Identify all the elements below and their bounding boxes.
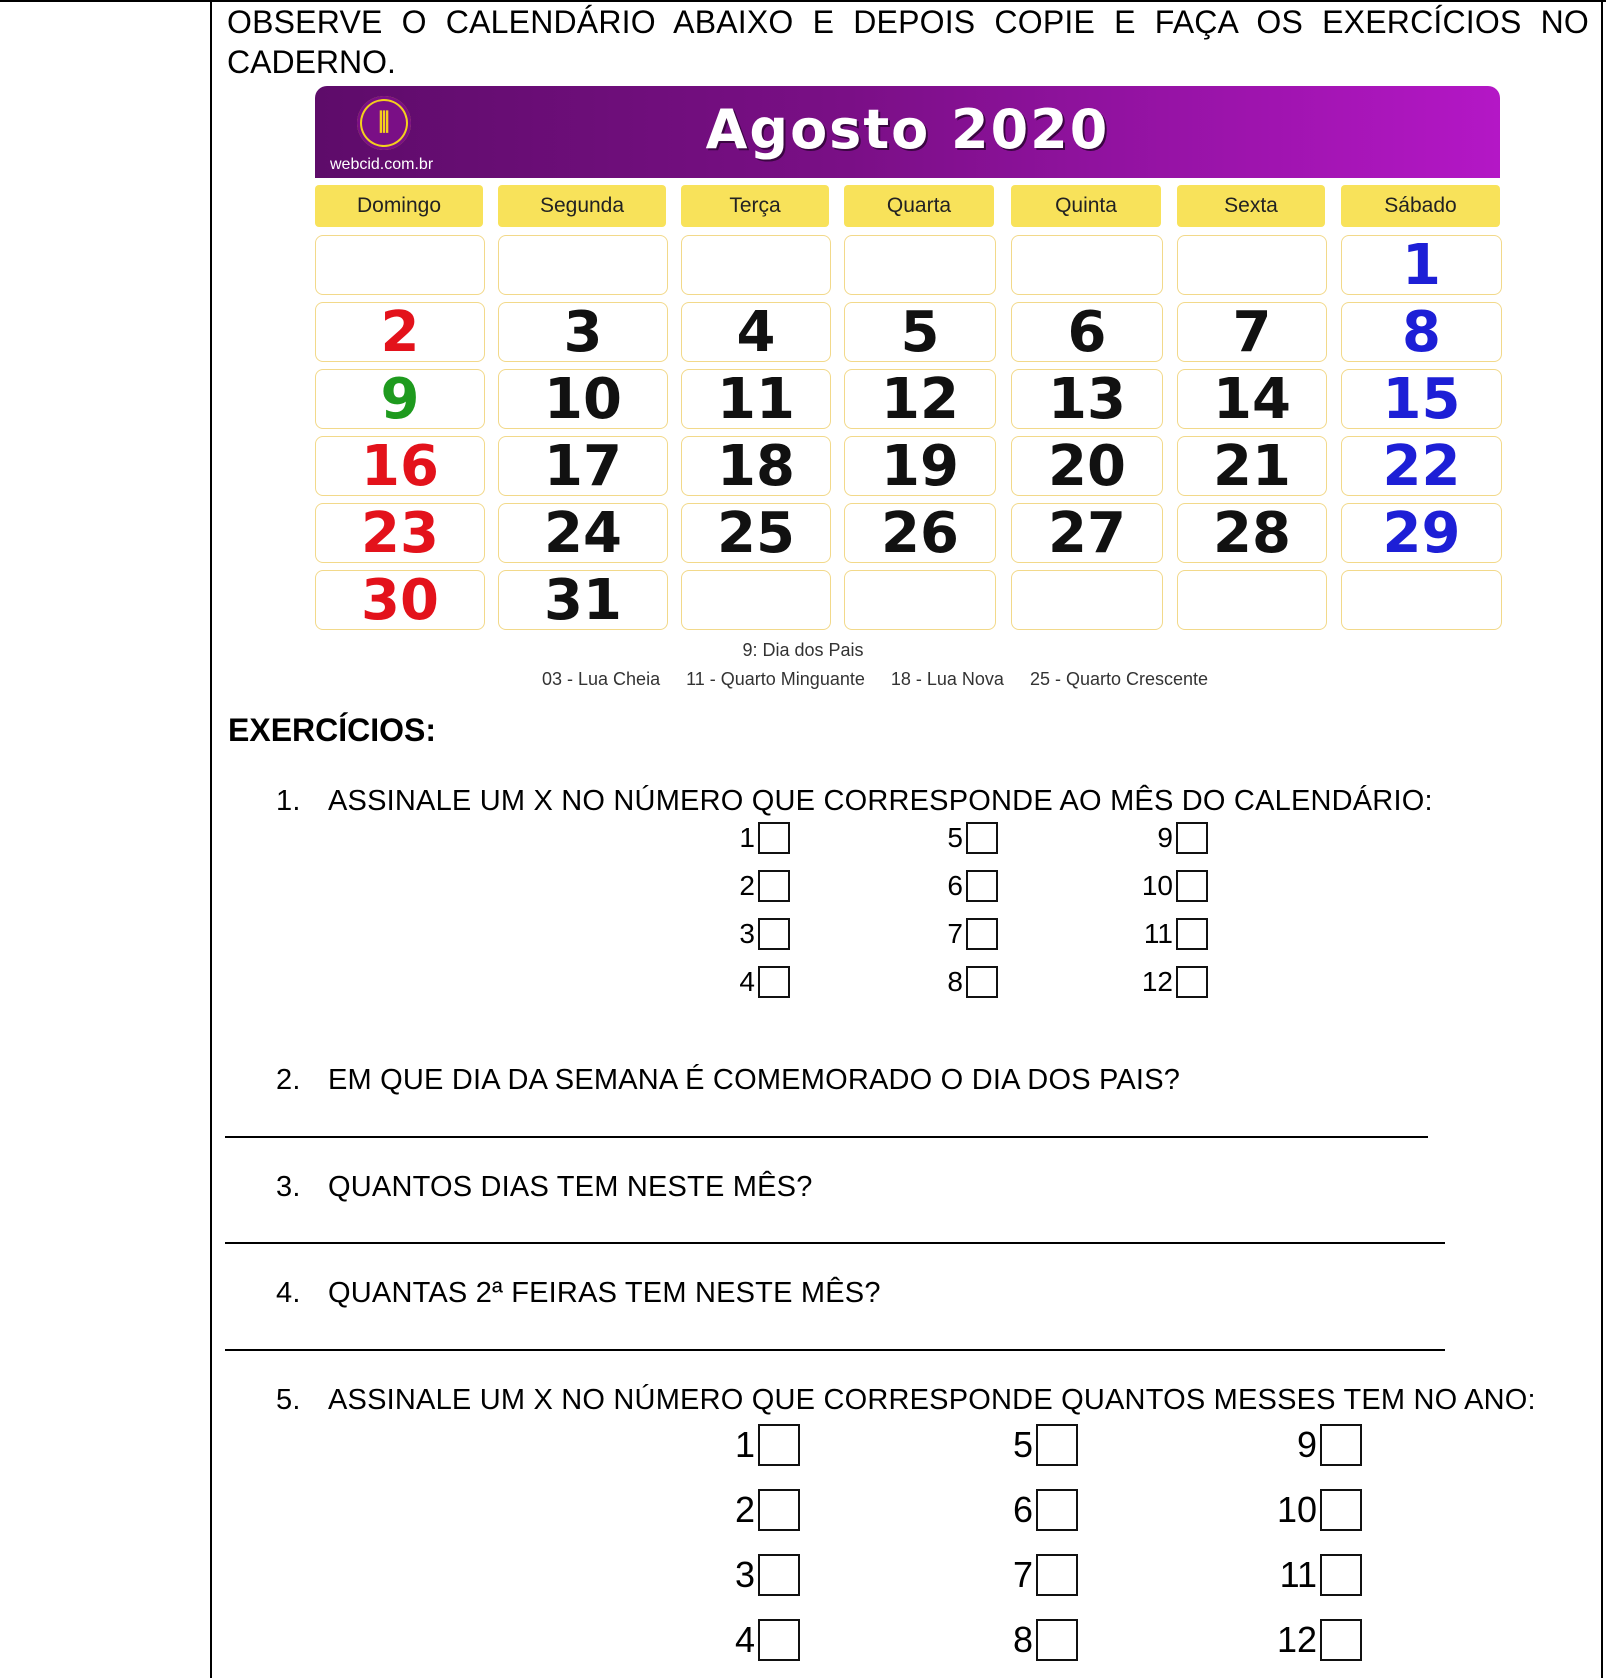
option-checkbox[interactable]	[600, 1489, 800, 1531]
question-4	[276, 1277, 881, 1310]
calendar-day: 18	[681, 436, 831, 496]
calendar-day: 5	[844, 302, 996, 362]
calendar-empty-cell	[1341, 570, 1502, 630]
checkbox-square-icon[interactable]	[1176, 870, 1208, 902]
checkbox-square-icon[interactable]	[758, 1489, 800, 1531]
question-text: QUANTOS DIAS TEM NESTE MÊS?	[328, 1171, 813, 1203]
checkbox-square-icon[interactable]	[966, 918, 998, 950]
checkbox-square-icon[interactable]	[1176, 822, 1208, 854]
calendar-day: 27	[1011, 503, 1163, 563]
option-checkbox[interactable]	[878, 1424, 1078, 1466]
calendar-empty-cell	[1011, 235, 1163, 295]
calendar-day: 31	[498, 570, 668, 630]
moon-phase: 03 - Lua Cheia	[542, 669, 661, 689]
answer-line-4[interactable]	[225, 1349, 1445, 1351]
checkbox-square-icon[interactable]	[1176, 918, 1208, 950]
option-label: 6	[1012, 1489, 1033, 1530]
moon-phase: 25 - Quarto Crescente	[1029, 669, 1209, 689]
question-3	[276, 1171, 813, 1204]
option-checkbox[interactable]	[590, 822, 790, 854]
weekday-header: Quinta	[1011, 185, 1161, 227]
weekday-header: Sexta	[1177, 185, 1325, 227]
option-label: 9	[1157, 822, 1173, 853]
calendar-day: 7	[1177, 302, 1327, 362]
calendar-empty-cell	[844, 235, 996, 295]
question-1	[276, 785, 1433, 818]
table-right-border	[1601, 0, 1603, 1678]
option-label: 2	[739, 870, 755, 901]
calendar-day: 22	[1341, 436, 1502, 496]
option-checkbox[interactable]	[798, 870, 998, 902]
weekday-header: Segunda	[498, 185, 666, 227]
option-checkbox[interactable]	[600, 1619, 800, 1661]
option-label: 12	[1141, 966, 1173, 997]
moon-phase: 11 - Quarto Minguante	[686, 669, 865, 689]
option-checkbox[interactable]	[1162, 1554, 1362, 1596]
calendar-day: 2	[315, 302, 485, 362]
checkbox-square-icon[interactable]	[758, 1424, 800, 1466]
option-checkbox[interactable]	[1162, 1489, 1362, 1531]
option-label: 4	[734, 1619, 755, 1660]
checkbox-square-icon[interactable]	[1320, 1619, 1362, 1661]
calendar-day: 14	[1177, 369, 1327, 429]
checkbox-square-icon[interactable]	[1036, 1489, 1078, 1531]
calendar-day: 3	[498, 302, 668, 362]
checkbox-square-icon[interactable]	[758, 966, 790, 998]
option-label: 3	[734, 1554, 755, 1595]
option-label: 7	[1012, 1554, 1033, 1595]
option-label: 10	[1141, 870, 1173, 901]
checkbox-square-icon[interactable]	[1036, 1554, 1078, 1596]
calendar-day: 17	[498, 436, 668, 496]
checkbox-square-icon[interactable]	[966, 870, 998, 902]
option-label: 12	[1276, 1619, 1317, 1660]
moon-phases	[542, 669, 1234, 690]
calendar-day: 4	[681, 302, 831, 362]
weekday-header: Sábado	[1341, 185, 1500, 227]
calendar-empty-cell	[681, 235, 831, 295]
option-label: 6	[947, 870, 963, 901]
question-text: EM QUE DIA DA SEMANA É COMEMORADO O DIA DOS PAIS?	[328, 1064, 1181, 1096]
webcid-logo-icon: ⫼	[357, 96, 411, 150]
calendar-day: 26	[844, 503, 996, 563]
option-label: 7	[947, 918, 963, 949]
weekday-header: Terça	[681, 185, 829, 227]
option-checkbox[interactable]	[590, 966, 790, 998]
option-checkbox[interactable]	[1008, 966, 1208, 998]
calendar-day: 16	[315, 436, 485, 496]
calendar-empty-cell	[1011, 570, 1163, 630]
calendar-day: 20	[1011, 436, 1163, 496]
calendar-empty-cell	[681, 570, 831, 630]
option-checkbox[interactable]	[798, 918, 998, 950]
checkbox-square-icon[interactable]	[1320, 1489, 1362, 1531]
calendar-day: 8	[1341, 302, 1502, 362]
calendar	[315, 86, 1500, 178]
calendar-banner	[315, 86, 1500, 178]
calendar-empty-cell	[1177, 235, 1327, 295]
checkbox-square-icon[interactable]	[758, 1619, 800, 1661]
option-label: 1	[739, 822, 755, 853]
calendar-site: webcid.com.br	[330, 156, 434, 173]
calendar-title: Agosto 2020	[705, 98, 1110, 161]
answer-line-3[interactable]	[225, 1242, 1445, 1244]
question-number: 1.	[276, 785, 301, 817]
question-5	[276, 1384, 1536, 1417]
table-column-divider	[210, 0, 212, 1678]
option-label: 5	[1012, 1424, 1033, 1465]
weekday-header: Domingo	[315, 185, 483, 227]
question-number: 4.	[276, 1277, 301, 1309]
option-checkbox[interactable]	[798, 966, 998, 998]
option-label: 11	[1143, 918, 1173, 949]
option-label: 2	[734, 1489, 755, 1530]
weekday-header: Quarta	[844, 185, 994, 227]
option-label: 8	[947, 966, 963, 997]
option-label: 4	[739, 966, 755, 997]
calendar-day: 13	[1011, 369, 1163, 429]
checkbox-square-icon[interactable]	[1036, 1424, 1078, 1466]
calendar-day: 10	[498, 369, 668, 429]
checkbox-square-icon[interactable]	[1320, 1554, 1362, 1596]
option-checkbox[interactable]	[1008, 918, 1208, 950]
checkbox-square-icon[interactable]	[966, 822, 998, 854]
calendar-empty-cell	[498, 235, 668, 295]
option-label: 5	[947, 822, 963, 853]
calendar-day: 23	[315, 503, 485, 563]
calendar-day: 1	[1341, 235, 1502, 295]
option-label: 11	[1279, 1554, 1317, 1595]
option-checkbox[interactable]	[590, 870, 790, 902]
option-label: 8	[1012, 1619, 1033, 1660]
weekday-header-row	[315, 185, 1500, 227]
calendar-day: 11	[681, 369, 831, 429]
option-label: 3	[739, 918, 755, 949]
option-checkbox[interactable]	[600, 1554, 800, 1596]
option-label: 10	[1276, 1489, 1317, 1530]
option-label: 9	[1296, 1424, 1317, 1465]
checkbox-square-icon[interactable]	[758, 870, 790, 902]
option-checkbox[interactable]	[1162, 1619, 1362, 1661]
calendar-day: 30	[315, 570, 485, 630]
option-checkbox[interactable]	[878, 1489, 1078, 1531]
calendar-day: 12	[844, 369, 996, 429]
checkbox-square-icon[interactable]	[966, 966, 998, 998]
calendar-day: 15	[1341, 369, 1502, 429]
calendar-empty-cell	[315, 235, 485, 295]
question-number: 5.	[276, 1384, 301, 1416]
calendar-day: 6	[1011, 302, 1163, 362]
calendar-day: 28	[1177, 503, 1327, 563]
calendar-empty-cell	[1177, 570, 1327, 630]
calendar-day: 21	[1177, 436, 1327, 496]
holiday-note: 9: Dia dos Pais	[742, 640, 864, 660]
calendar-day: 24	[498, 503, 668, 563]
calendar-day: 9	[315, 369, 485, 429]
checkbox-square-icon[interactable]	[758, 822, 790, 854]
option-checkbox[interactable]	[1008, 870, 1208, 902]
checkbox-square-icon[interactable]	[758, 1554, 800, 1596]
question-text: ASSINALE UM X NO NÚMERO QUE CORRESPONDE AO MÊS DO CALENDÁRIO:	[328, 785, 1433, 817]
intro-instruction-continued: CADERNO.	[227, 44, 396, 80]
intro-instruction: OBSERVE O CALENDÁRIO ABAIXO E DEPOIS COPIE E FAÇA OS EXERCÍCIOS NO	[227, 4, 1589, 40]
question-text: ASSINALE UM X NO NÚMERO QUE CORRESPONDE QUANTOS MESSES TEM NO ANO:	[328, 1384, 1536, 1416]
calendar-day: 25	[681, 503, 831, 563]
question-number: 2.	[276, 1064, 301, 1096]
option-label: 1	[734, 1424, 755, 1465]
question-text: QUANTAS 2ª FEIRAS TEM NESTE MÊS?	[328, 1277, 881, 1309]
answer-line-2[interactable]	[225, 1136, 1428, 1138]
calendar-day: 19	[844, 436, 996, 496]
calendar-empty-cell	[844, 570, 996, 630]
option-checkbox[interactable]	[878, 1554, 1078, 1596]
checkbox-square-icon[interactable]	[758, 918, 790, 950]
option-checkbox[interactable]	[590, 918, 790, 950]
exercises-title: EXERCÍCIOS:	[228, 712, 437, 748]
option-checkbox[interactable]	[1162, 1424, 1362, 1466]
question-2	[276, 1064, 1180, 1097]
checkbox-square-icon[interactable]	[1036, 1619, 1078, 1661]
calendar-day: 29	[1341, 503, 1502, 563]
option-checkbox[interactable]	[798, 822, 998, 854]
checkbox-square-icon[interactable]	[1176, 966, 1208, 998]
question-number: 3.	[276, 1171, 301, 1203]
calendar-grid	[315, 235, 1500, 631]
checkbox-square-icon[interactable]	[1320, 1424, 1362, 1466]
option-checkbox[interactable]	[600, 1424, 800, 1466]
moon-phase: 18 - Lua Nova	[890, 669, 1004, 689]
option-checkbox[interactable]	[1008, 822, 1208, 854]
option-checkbox[interactable]	[878, 1619, 1078, 1661]
